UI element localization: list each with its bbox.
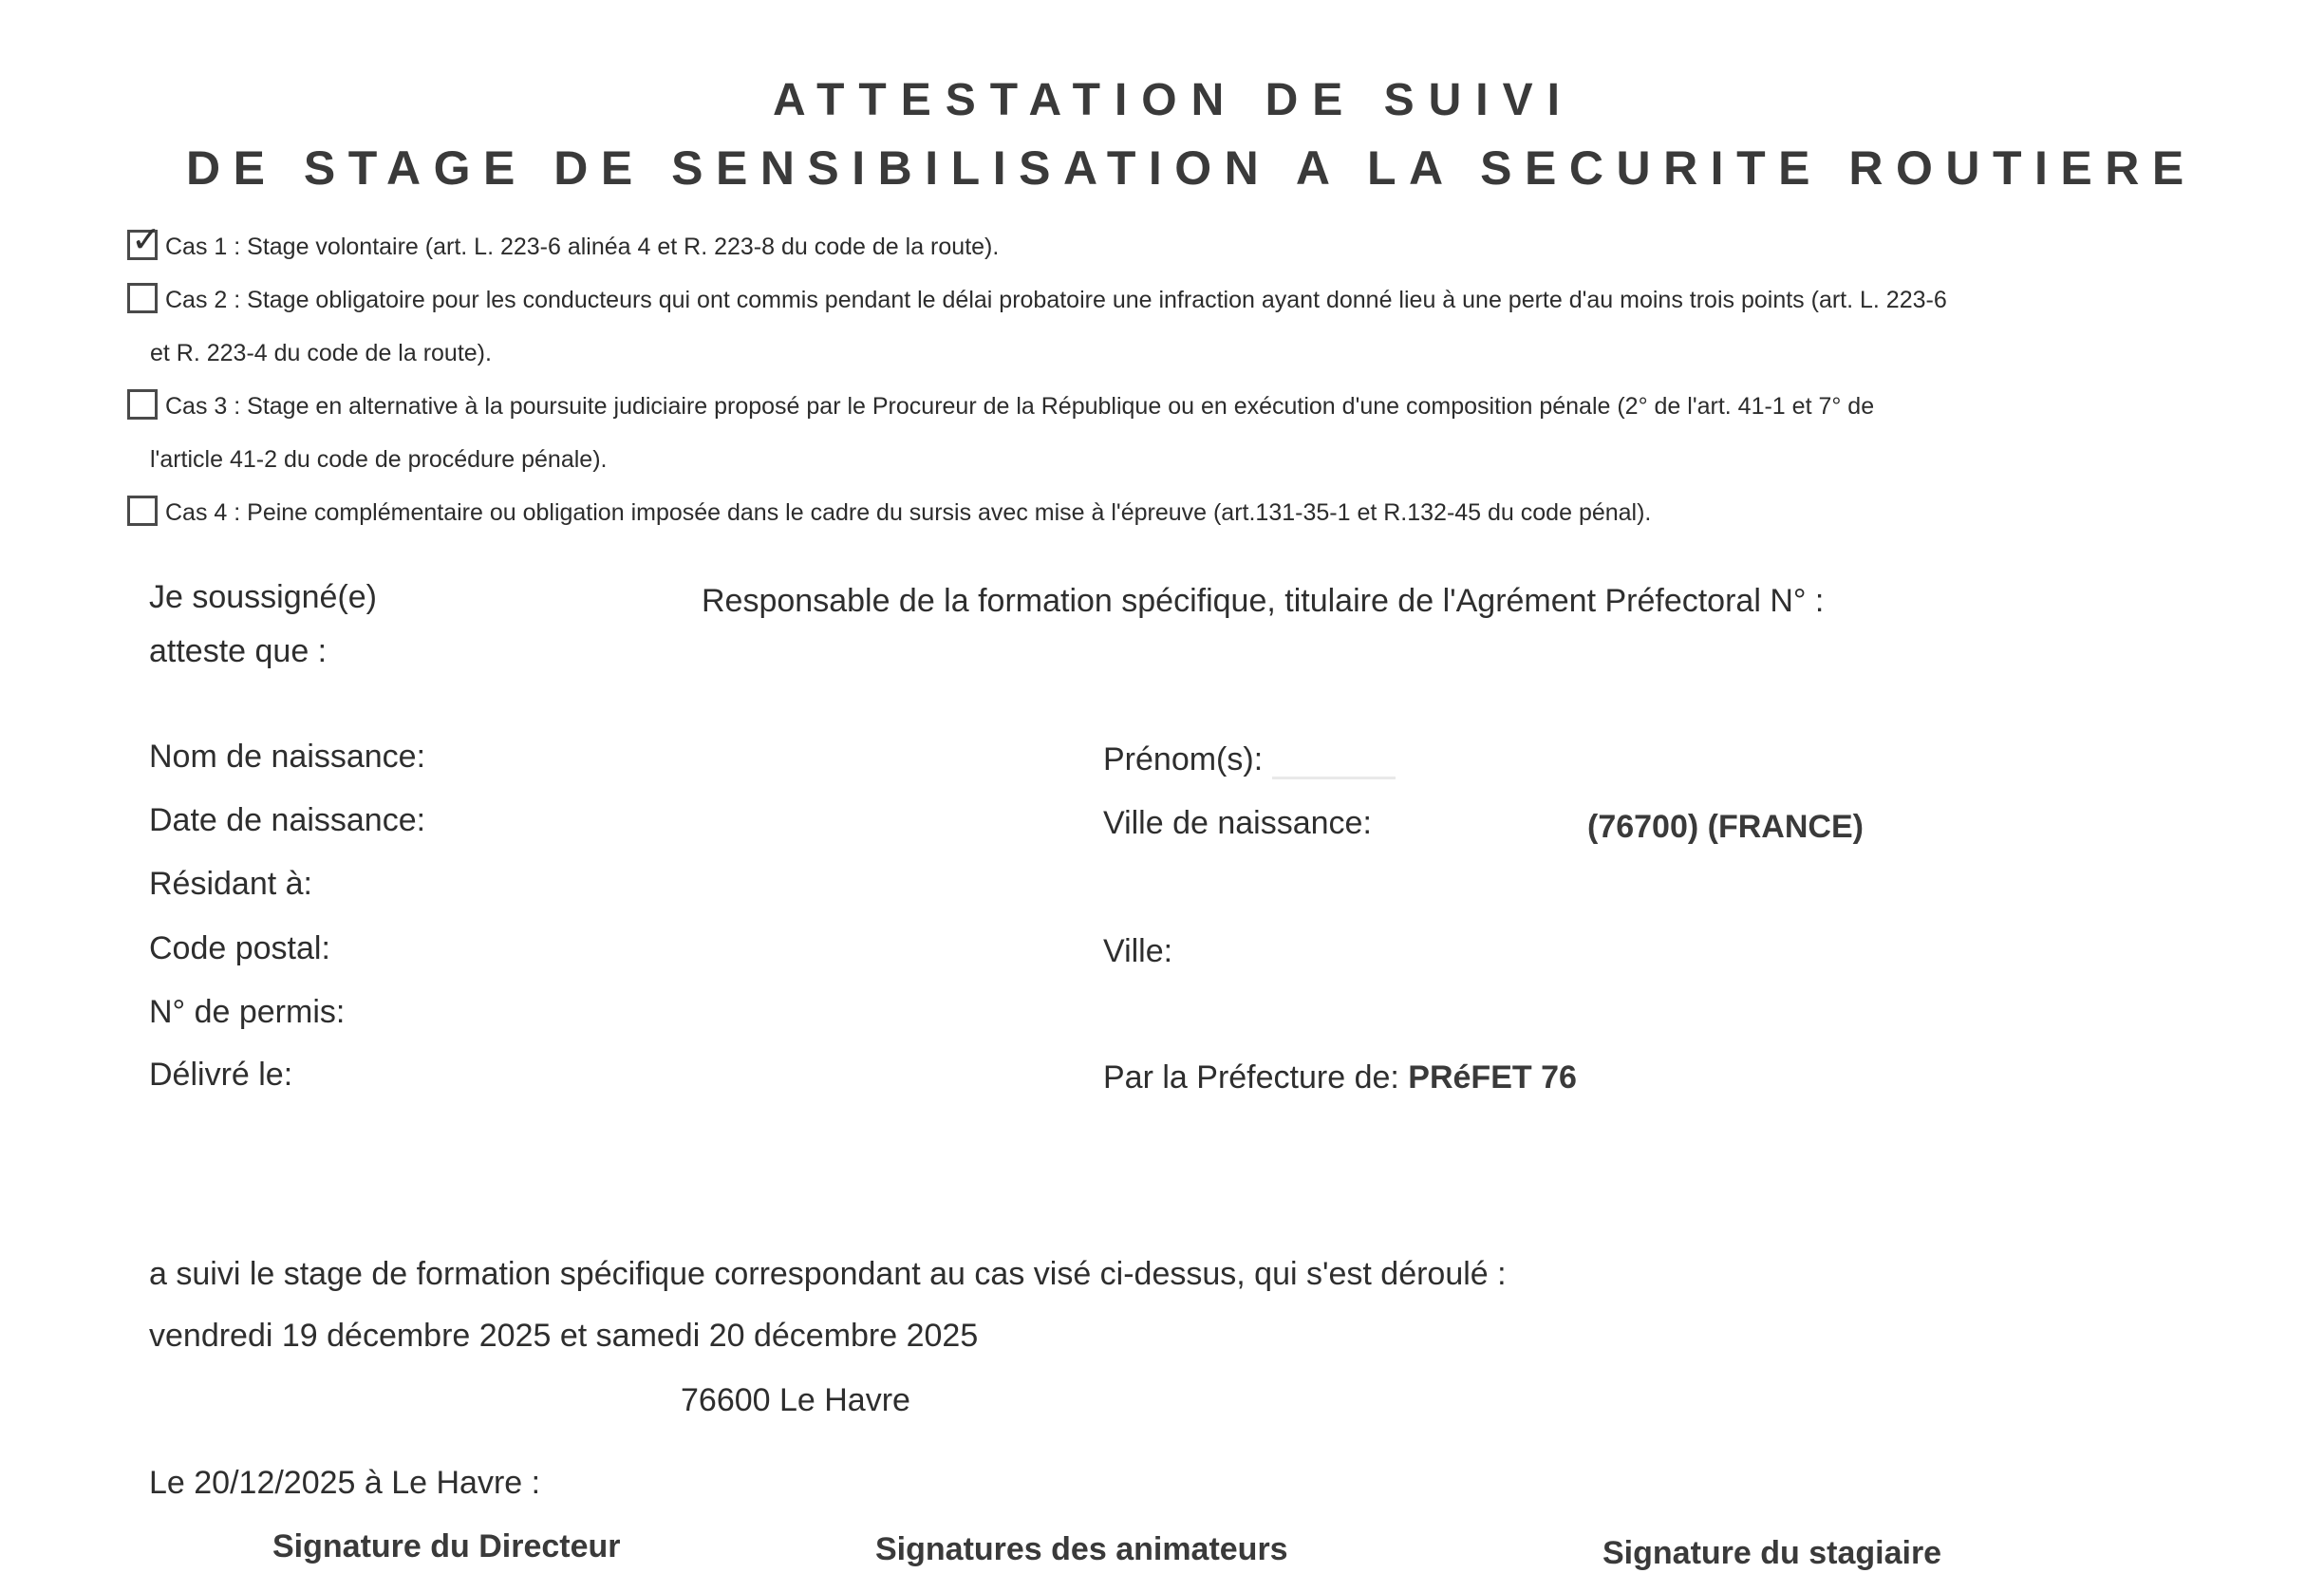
case-1 xyxy=(127,220,2159,273)
prefecture-label xyxy=(1103,1059,1577,1096)
case-2-checkbox[interactable] xyxy=(127,283,158,313)
case-1-text: Cas 1 : Stage volontaire (art. L. 223-6 alinéa 4 et R. 223-8 du code de la route). xyxy=(165,234,1000,260)
checkmark-icon: ✓ xyxy=(131,220,161,261)
document-title-line1: ATTESTATION DE SUIVI xyxy=(772,75,1574,125)
delivre-label: Délivré le: xyxy=(149,1057,293,1093)
prefecture-value: PRéFET 76 xyxy=(1408,1059,1577,1096)
stage-lieu: 76600 Le Havre xyxy=(681,1382,910,1418)
permis-label: N° de permis: xyxy=(149,994,346,1030)
ville-naissance-label: Ville de naissance: xyxy=(1103,805,1372,841)
signature-animateurs-label: Signatures des animateurs xyxy=(875,1531,1288,1567)
case-3-text: Cas 3 : Stage en alternative à la poursuite judiciaire proposé par le Procureur de la République ou en exécution d'une composition pénale (2° de l'art. 41-1 et 7° de xyxy=(165,393,1875,420)
code-postal-label: Code postal: xyxy=(149,930,330,966)
ville-naissance-value: (76700) (FRANCE) xyxy=(1587,809,1864,845)
document-title-line2: DE STAGE DE SENSIBILISATION A LA SECURITE ROUTIERE xyxy=(186,141,2197,195)
case-1-checkbox[interactable] xyxy=(127,220,161,261)
prenom-label: Prénom(s): xyxy=(1103,741,1264,777)
case-4-text: Cas 4 : Peine complémentaire ou obligation imposée dans le cadre du sursis avec mise à l'épreuve (art.131-35-1 et R.132-45 du code pénal). xyxy=(165,499,1652,526)
signature-stagiaire-label: Signature du stagiaire xyxy=(1602,1535,1942,1571)
case-2 xyxy=(127,273,2159,380)
soussigne-label: Je soussigné(e) xyxy=(149,579,378,615)
signature-directeur-label: Signature du Directeur xyxy=(272,1528,621,1564)
case-3 xyxy=(127,380,2159,486)
case-2-text-continued: et R. 223-4 du code de la route). xyxy=(150,340,492,366)
stage-dates: vendredi 19 décembre 2025 et samedi 20 décembre 2025 xyxy=(149,1318,979,1354)
fait-le: Le 20/12/2025 à Le Havre : xyxy=(149,1465,541,1501)
case-4 xyxy=(127,486,2159,539)
prefecture-label-text: Par la Préfecture de: xyxy=(1103,1059,1399,1096)
ville-label: Ville: xyxy=(1103,933,1173,969)
responsable-label: Responsable de la formation spécifique, titulaire de l'Agrément Préfectoral N° : xyxy=(702,583,1825,619)
date-naissance-label: Date de naissance: xyxy=(149,802,426,838)
nom-naissance-label: Nom de naissance: xyxy=(149,739,426,775)
case-3-checkbox[interactable] xyxy=(127,389,158,420)
residant-label: Résidant à: xyxy=(149,866,312,902)
case-2-text: Cas 2 : Stage obligatoire pour les conducteurs qui ont commis pendant le délai probatoire une infraction ayant donné lieu à une perte d'au moins trois points (art. L. 223-6 xyxy=(165,287,1947,313)
stage-intro: a suivi le stage de formation spécifique correspondant au cas visé ci-dessus, qui s'est déroulé : xyxy=(149,1256,1507,1292)
atteste-label: atteste que : xyxy=(149,633,328,669)
case-3-text-continued: l'article 41-2 du code de procédure pénale). xyxy=(150,446,608,473)
case-4-checkbox[interactable] xyxy=(127,496,158,526)
redacted-mark xyxy=(1272,777,1396,779)
